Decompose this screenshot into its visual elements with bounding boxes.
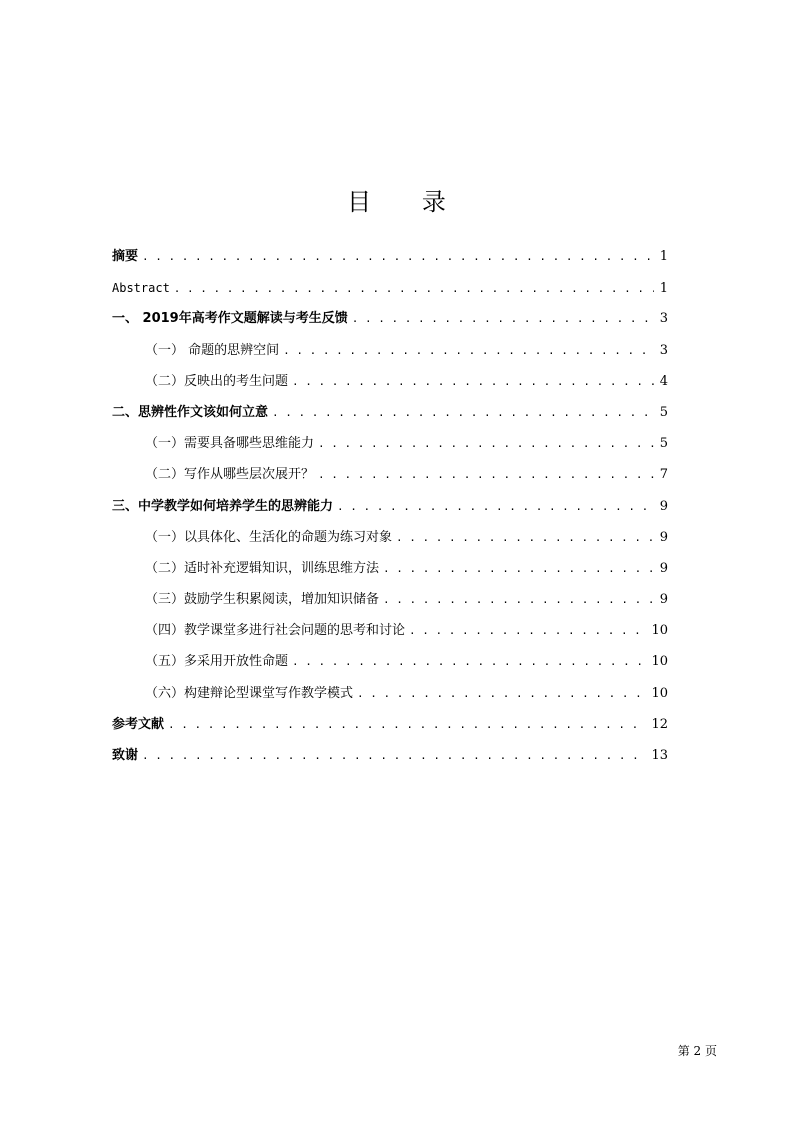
toc-entry[interactable] <box>112 558 668 589</box>
toc-entry-label: 致谢 <box>112 748 139 763</box>
toc-entry[interactable] <box>112 277 668 308</box>
toc-dot-leader <box>409 620 645 642</box>
toc-entry[interactable] <box>112 433 668 464</box>
toc-dot-leader <box>357 683 645 705</box>
toc-entry-label: 参考文献 <box>112 716 165 732</box>
page-title: 目 录 <box>347 188 468 216</box>
toc-dot-leader <box>352 308 654 330</box>
toc-entry[interactable] <box>112 246 668 277</box>
toc-entry-label: 三、中学教学如何培养学生的思辨能力 <box>112 498 334 514</box>
toc-entry-page-number: 9 <box>659 592 668 608</box>
toc-entry-label: Abstract <box>112 281 170 296</box>
toc-entry-label: （一）以具体化、生活化的命题为练习对象 <box>145 529 393 545</box>
toc-dot-leader <box>142 745 645 767</box>
toc-dot-leader <box>292 651 645 673</box>
toc-entry-label: （二）反映出的考生问题 <box>145 373 289 389</box>
toc-entry[interactable] <box>112 371 668 402</box>
toc-entry-page-number: 13 <box>651 748 668 763</box>
toc-entry[interactable] <box>112 496 668 527</box>
toc-entry[interactable] <box>112 651 668 682</box>
toc-entry-label: 二、思辨性作文该如何立意 <box>112 404 269 420</box>
toc-dot-leader <box>383 558 654 580</box>
toc-dot-leader <box>383 589 654 611</box>
toc-entry[interactable] <box>112 714 668 745</box>
toc-entry-page-number: 9 <box>659 498 668 514</box>
toc-entry-label: （二）写作从哪些层次展开？ <box>145 467 315 483</box>
toc-entry-label: （四）教学课堂多进行社会问题的思考和讨论 <box>145 623 406 639</box>
toc-entry[interactable] <box>112 620 668 651</box>
toc-dot-leader <box>292 371 654 393</box>
table-of-contents <box>112 246 668 776</box>
toc-entry-page-number: 10 <box>651 623 668 639</box>
toc-entry-label: （三）鼓励学生积累阅读，增加知识储备 <box>145 592 380 608</box>
toc-dot-leader <box>168 714 645 736</box>
toc-entry-page-number: 7 <box>659 467 668 483</box>
toc-entry-page-number: 9 <box>659 529 668 545</box>
toc-dot-leader <box>142 246 654 268</box>
toc-entry[interactable] <box>112 464 668 495</box>
toc-entry[interactable] <box>112 527 668 558</box>
page-number-footer: 第 2 页 <box>677 1044 717 1058</box>
toc-entry-page-number: 5 <box>659 436 668 452</box>
toc-entry-page-number: 10 <box>651 654 668 670</box>
toc-entry-page-number: 1 <box>659 281 668 297</box>
toc-dot-leader <box>318 464 654 486</box>
toc-entry-page-number: 3 <box>659 342 668 358</box>
toc-entry[interactable] <box>112 402 668 433</box>
toc-entry[interactable] <box>112 589 668 620</box>
toc-entry-page-number: 5 <box>659 404 668 420</box>
toc-entry-page-number: 4 <box>659 373 668 389</box>
toc-entry-page-number: 3 <box>659 311 668 327</box>
toc-entry-page-number: 12 <box>651 716 668 732</box>
toc-dot-leader <box>396 527 654 549</box>
toc-dot-leader <box>283 340 654 362</box>
toc-entry-label: （一）需要具备哪些思维能力 <box>145 436 315 452</box>
toc-dot-leader <box>337 496 654 518</box>
toc-entry-page-number: 9 <box>659 560 668 576</box>
toc-entry[interactable] <box>112 340 668 371</box>
toc-entry-page-number: 1 <box>659 249 668 264</box>
toc-entry-label: （一） 命题的思辨空间 <box>145 342 280 358</box>
toc-entry[interactable] <box>112 683 668 714</box>
toc-entry-label: （二）适时补充逻辑知识，训练思维方法 <box>145 560 380 576</box>
toc-entry-page-number: 10 <box>651 685 668 701</box>
toc-dot-leader <box>272 402 654 424</box>
toc-entry-label: 摘要 <box>112 249 139 264</box>
toc-entry-label: （六）构建辩论型课堂写作教学模式 <box>145 685 354 701</box>
toc-dot-leader <box>318 433 654 455</box>
toc-entry-label: 一、 2019年高考作文题解读与考生反馈 <box>112 311 348 327</box>
toc-entry[interactable] <box>112 745 668 776</box>
toc-entry-label: （五）多采用开放性命题 <box>145 654 289 670</box>
toc-entry[interactable] <box>112 308 668 339</box>
toc-dot-leader <box>174 278 654 300</box>
